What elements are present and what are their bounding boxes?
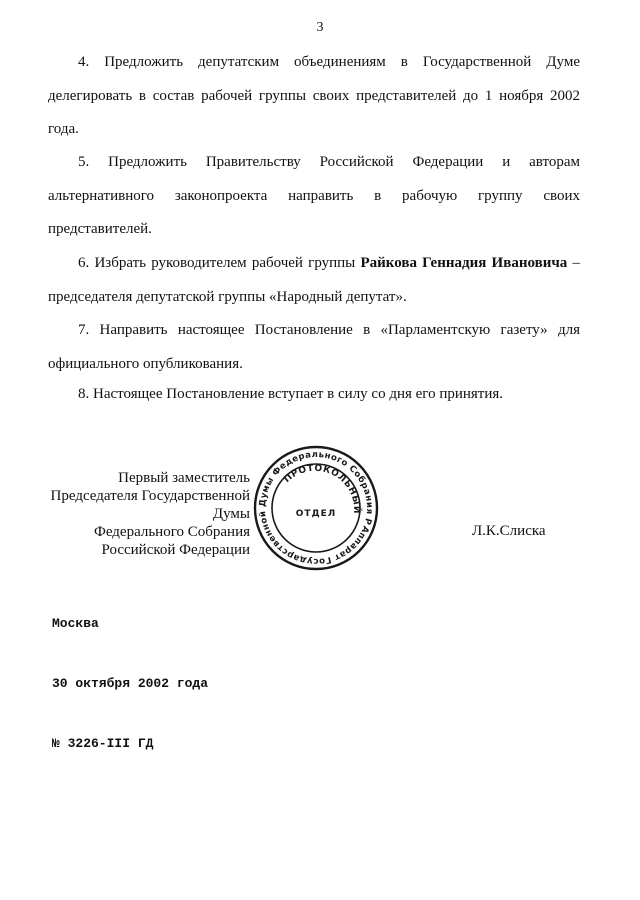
footer-document-number: № 3226-III ГД xyxy=(52,736,154,751)
item-6-suffix: – председателя депутатской группы «Народный депутат». xyxy=(48,255,581,305)
footer-city: Москва xyxy=(52,616,99,631)
signatory-title-line-1: Первый заместитель xyxy=(118,470,250,486)
signatory-title-line-2: Председателя Государственной Думы xyxy=(50,488,250,522)
signatory-name: Л.К.Слиска xyxy=(472,523,546,539)
official-seal-stamp xyxy=(251,443,381,573)
document-footer xyxy=(52,574,208,774)
signatory-title xyxy=(40,469,250,559)
footer-date: 30 октября 2002 года xyxy=(52,676,209,691)
stamp-center-text: ОТДЕЛ xyxy=(295,509,337,519)
item-6-paragraph xyxy=(48,247,580,314)
item-8-paragraph: 8. Настоящее Постановление вступает в силу со дня его принятия. xyxy=(78,386,504,402)
stamp-inner-text: ПРОТОКОЛЬНЫЙ xyxy=(282,463,362,514)
item-4-paragraph: 4. Предложить депутатским объединениям в Государственной Думе делегировать в состав рабочей группы своих представителей до 1 ноября 2002 года. xyxy=(48,54,580,137)
item-6-leader-name: Райкова Геннадия Ивановича xyxy=(360,255,568,271)
item-6-prefix: 6. Избрать руководителем рабочей группы xyxy=(78,255,361,271)
signatory-title-line-3: Федерального Собрания xyxy=(93,524,250,540)
item-7-paragraph: 7. Направить настоящее Постановление в «Парламентскую газету» для официального опубликования. xyxy=(48,322,580,372)
stamp-outer-text: Аппарат Государственной Думы Федерального Собрания Российской xyxy=(257,449,375,567)
item-5-paragraph: 5. Предложить Правительству Российской Федерации и авторам альтернативного законопроекта направить в рабочую группу своих представителей. xyxy=(48,154,580,237)
page-number: 3 xyxy=(316,20,324,35)
signatory-title-line-4: Российской Федерации xyxy=(101,542,250,558)
